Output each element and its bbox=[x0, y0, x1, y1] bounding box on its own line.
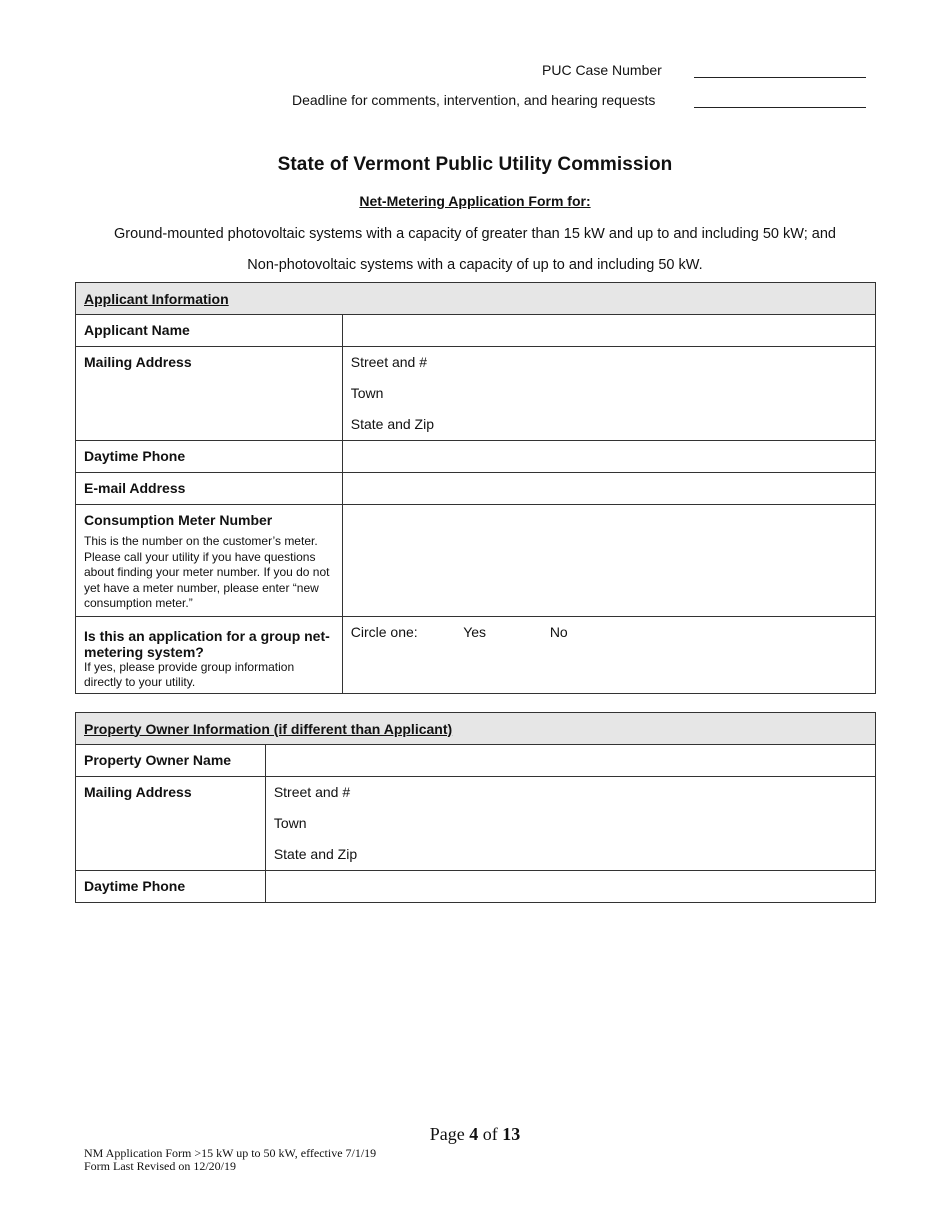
applicant-mailing-field[interactable] bbox=[342, 347, 875, 441]
owner-name-field[interactable] bbox=[265, 745, 875, 777]
yes-option[interactable]: Yes bbox=[463, 623, 487, 640]
meter-field[interactable] bbox=[342, 505, 875, 617]
applicant-name-field[interactable] bbox=[342, 315, 875, 347]
group-label: Is this an application for a group net-metering system? bbox=[84, 627, 330, 660]
owner-town-label: Town bbox=[273, 815, 307, 831]
owner-phone-label: Daytime Phone bbox=[76, 871, 266, 903]
meter-cell bbox=[76, 505, 343, 617]
description-line-1: Ground-mounted photovoltaic systems with a capacity of greater than 15 kW and up to and including 50 kW; and bbox=[114, 226, 836, 242]
form-subtitle-text: Net-Metering Application Form for: bbox=[359, 193, 591, 209]
deadline-field[interactable] bbox=[694, 107, 866, 108]
footer-form-name: NM Application Form >15 kW up to 50 kW, effective 7/1/19 bbox=[84, 1146, 377, 1160]
page-title: State of Vermont Public Utility Commission bbox=[277, 154, 673, 175]
case-number-field[interactable] bbox=[694, 77, 866, 78]
of-word: of bbox=[482, 1124, 498, 1144]
applicant-email-field[interactable] bbox=[342, 473, 875, 505]
group-note: If yes, please provide group information directly to your utility. bbox=[84, 659, 295, 689]
owner-phone-field[interactable] bbox=[265, 871, 875, 903]
description-line-2: Non-photovoltaic systems with a capacity of up to and including 50 kW. bbox=[247, 257, 703, 273]
owner-street-label: Street and # bbox=[273, 784, 351, 800]
page-current: 4 bbox=[469, 1124, 479, 1144]
owner-mailing-label: Mailing Address bbox=[76, 777, 266, 871]
footer-revised: Form Last Revised on 12/20/19 bbox=[84, 1159, 236, 1173]
applicant-state-zip-label: State and Zip bbox=[350, 416, 435, 432]
owner-name-label: Property Owner Name bbox=[76, 745, 266, 777]
form-subtitle bbox=[0, 193, 950, 209]
circle-one-label: Circle one: bbox=[350, 623, 418, 640]
applicant-mailing-label: Mailing Address bbox=[76, 347, 343, 441]
applicant-heading-text: Applicant Information bbox=[84, 290, 229, 307]
applicant-phone-field[interactable] bbox=[342, 441, 875, 473]
applicant-street-label: Street and # bbox=[350, 354, 428, 370]
applicant-heading bbox=[76, 283, 876, 315]
meter-label: Consumption Meter Number bbox=[84, 512, 273, 528]
owner-heading-text: Property Owner Information (if different than Applicant) bbox=[84, 720, 453, 737]
group-answer-cell bbox=[342, 616, 875, 693]
owner-state-zip-label: State and Zip bbox=[273, 846, 358, 862]
owner-table bbox=[75, 712, 876, 903]
applicant-phone-label: Daytime Phone bbox=[76, 441, 343, 473]
group-cell bbox=[76, 616, 343, 693]
applicant-town-label: Town bbox=[350, 385, 384, 401]
no-option[interactable]: No bbox=[549, 623, 568, 640]
owner-heading bbox=[76, 713, 876, 745]
page-word: Page bbox=[429, 1124, 465, 1144]
applicant-name-label: Applicant Name bbox=[76, 315, 343, 347]
case-number-label: PUC Case Number bbox=[542, 62, 662, 78]
applicant-email-label: E-mail Address bbox=[76, 473, 343, 505]
page-total: 13 bbox=[502, 1124, 521, 1144]
page-number bbox=[0, 1124, 950, 1145]
owner-mailing-field[interactable] bbox=[265, 777, 875, 871]
deadline-label: Deadline for comments, intervention, and hearing requests bbox=[292, 92, 656, 108]
applicant-table bbox=[75, 282, 876, 694]
meter-note: This is the number on the customer’s meter. Please call your utility if you have questions about finding your meter number. If you do not yet have a meter number, please enter “new consumption meter.” bbox=[84, 534, 330, 610]
